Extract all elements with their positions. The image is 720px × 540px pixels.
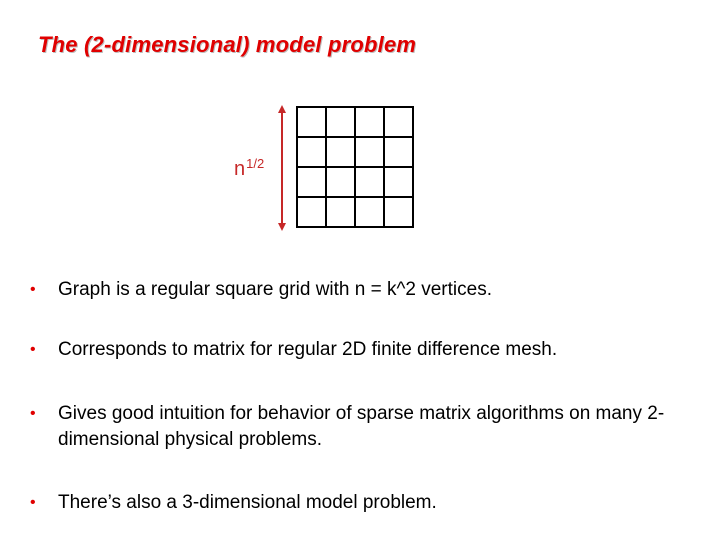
grid-cell	[298, 108, 327, 138]
grid-cell	[298, 168, 327, 198]
bullet-marker: •	[30, 281, 36, 298]
grid-cell	[356, 108, 385, 138]
bullet-text: Corresponds to matrix for regular 2D finite difference mesh.	[58, 339, 558, 360]
slide-title: The (2-dimensional) model problem	[38, 32, 417, 57]
dimension-label-base: n	[234, 158, 246, 180]
grid-cell	[356, 168, 385, 198]
bullet-marker: •	[30, 405, 36, 422]
grid-cell	[385, 138, 414, 168]
bullet-item	[30, 277, 708, 303]
bullet-text: There’s also a 3-dimensional model problem.	[58, 492, 437, 513]
dimension-label	[234, 156, 264, 181]
bullet-item	[30, 337, 708, 363]
grid-cell	[385, 198, 414, 228]
grid-cell	[356, 138, 385, 168]
dimension-label-exponent: 1/2	[246, 156, 265, 171]
grid-cell	[298, 138, 327, 168]
bullet-text: Graph is a regular square grid with n = k^2 vertices.	[58, 279, 492, 300]
bullet-marker: •	[30, 341, 36, 358]
grid-cell	[327, 198, 356, 228]
grid-cell	[298, 198, 327, 228]
bullet-marker: •	[30, 494, 36, 511]
grid-cell	[356, 198, 385, 228]
bullet-item	[30, 490, 708, 516]
double-arrow-icon	[274, 105, 290, 231]
grid-cell	[385, 168, 414, 198]
grid-cell	[327, 138, 356, 168]
square-grid-diagram	[296, 106, 414, 228]
grid-cell	[385, 108, 414, 138]
bullet-item	[30, 401, 708, 453]
bullet-text: Gives good intuition for behavior of sparse matrix algorithms on many 2-dimensional physical problems.	[58, 403, 665, 450]
grid-cell	[327, 168, 356, 198]
grid-cell	[327, 108, 356, 138]
